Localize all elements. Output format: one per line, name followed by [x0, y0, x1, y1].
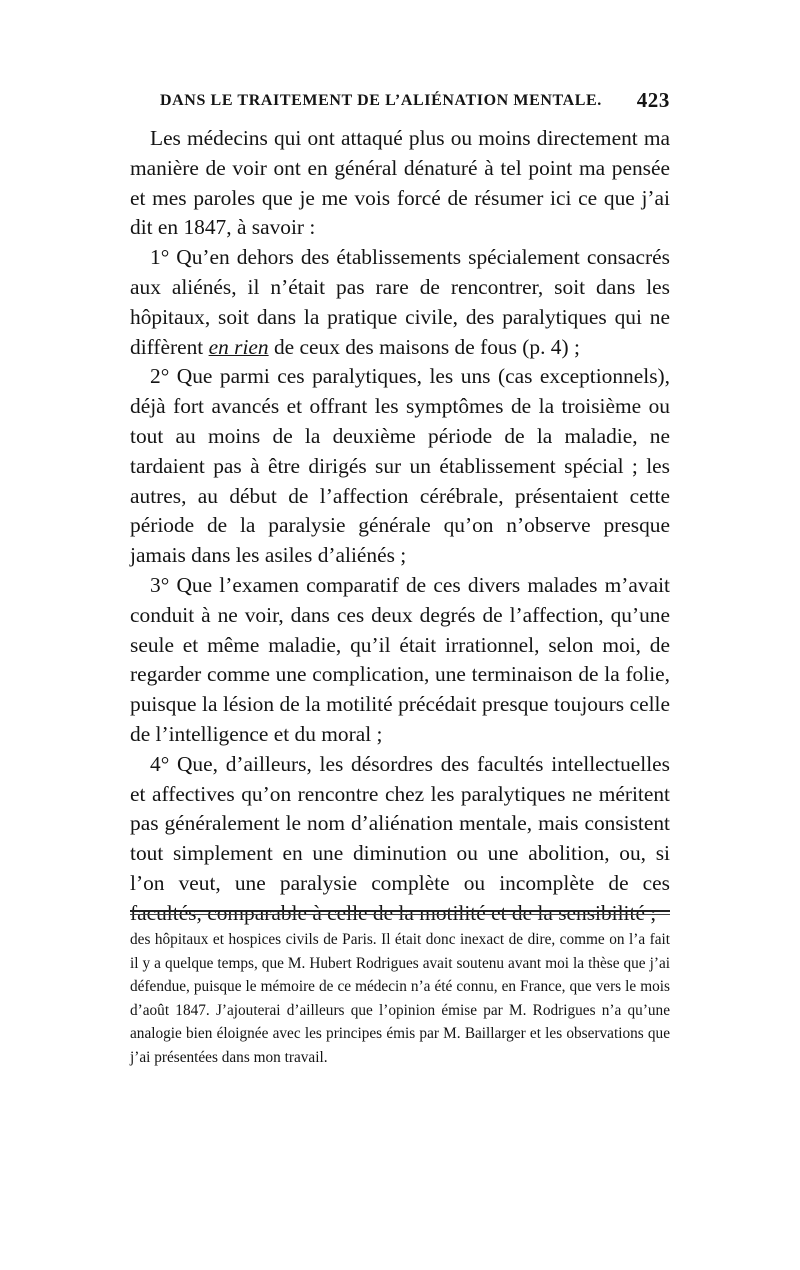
paragraph-point-3: 3° Que l’examen comparatif de ces divers malades m’avait conduit à ne voir, dans ces deux degrés de l’affection, qu’une seule et même maladie, qu’il était irrationnel, selon moi, de regarder comme une complication, une terminaison de la folie, puisque la lésion de la motilité précédait presque toujours celle de l’intelligence et du moral ; [130, 572, 670, 746]
paragraph-point-2: 2° Que parmi ces paralytiques, les uns (cas exceptionnels), déjà fort avancés et offrant les symptômes de la troisième ou tout au moins de la deuxième période de la maladie, ne tardaient pas à être dirigés sur un établissement spécial ; les autres, au début de l’affection cérébrale, présentaient cette période de la paralysie générale qu’on n’observe presque jamais dans les asiles d’aliénés ; [130, 364, 670, 568]
paragraph-point-4: 4° Que, d’ailleurs, les désordres des facultés intellectuelles et affectives qu’on rencontre chez les paralytiques ne méritent pas généralement le nom d’aliénation mentale, mais consistent tout simplement en une diminution ou une abolition, ou, si l’on veut, une paralysie complète ou incomplète de ces facultés, comparable à celle de la motilité et de la sensibilité ; [130, 751, 670, 925]
footnote [130, 928, 670, 1070]
running-head [130, 88, 670, 118]
main-text [130, 124, 670, 929]
point-1-emphasis: en rien [208, 334, 269, 359]
footnote-rule [130, 910, 670, 912]
point-1-end: de ceux des maisons de fous (p. 4) ; [273, 334, 580, 359]
page-number: 423 [636, 88, 670, 112]
running-title: DANS LE TRAITEMENT DE L’ALIÉNATION MENTALE. [160, 92, 602, 109]
point-1-start: 1° Qu’en dehors des établissements spécialement consacrés aux aliénés, il n’était pas rare de rencontrer, soit dans les hôpitaux, soit dans la pratique civile, des paralytiques qui ne diffèrent [130, 245, 670, 359]
paragraph-point-1 [130, 243, 670, 362]
footnote-text: des hôpitaux et hospices civils de Paris. Il était donc inexact de dire, comme on l’a fait il y a quelque temps, que M. Hubert Rodrigues avait soutenu avant moi la thèse que j’ai défendue, puisque le mémoire de ce médecin n’a été connu, en France, que vers le mois d’août 1847. J’ajouterai d’ailleurs que l’opinion émise par M. Rodrigues n’a qu’une analogie bien éloignée avec les principes émis par M. Baillarger et les observations que j’ai présentées dans mon travail. [130, 931, 670, 1066]
footnote-rule-thin [130, 914, 670, 915]
paragraph-intro: Les médecins qui ont attaqué plus ou moins directement ma manière de voir ont en général dénaturé à tel point ma pensée et mes paroles que je me vois forcé de résumer ici ce que j’ai dit en 1847, à savoir : [130, 126, 670, 240]
